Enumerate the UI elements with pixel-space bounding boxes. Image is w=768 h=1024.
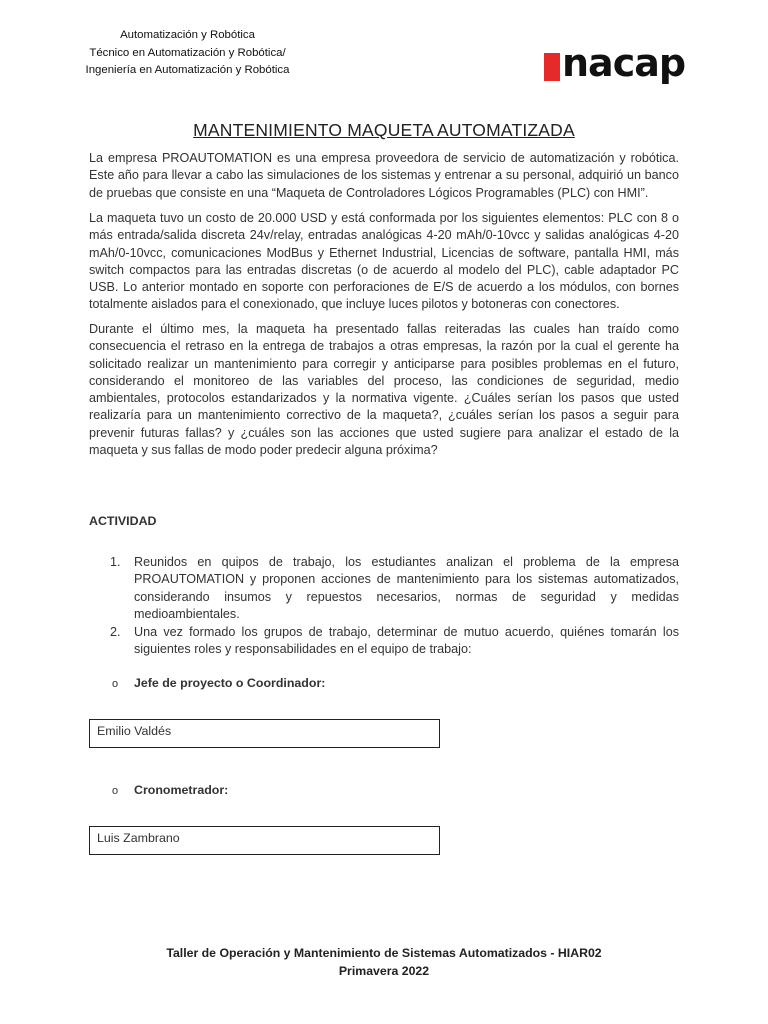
list-text: Reunidos en quipos de trabajo, los estudiantes analizan el problema de la empresa PROAUTOMATION y proponen acciones de mantenimiento para los sistemas automatizados, considerando insumos y repuestos necesarios, normas de seguridad y medidas medioambientales. bbox=[134, 555, 679, 621]
list-item bbox=[110, 624, 679, 659]
role-timekeeper bbox=[112, 783, 228, 797]
paragraph-equipment: La maqueta tuvo un costo de 20.000 USD y está conformada por los siguientes elementos: PLC con 8 o más entrada/salida discreta 24v/relay, entradas analógicas 4-20 mAh/0-10vcc y salidas analógicas 4-20 mAh/0-10vcc, comunicaciones ModBus y Ethernet Industrial, Licencias de software, pantalla HMI, más switch compactos para las entradas discretas (o de acuerdo al modelo del PLC), cable adaptador PC USB. Lo anterior montado en soporte con perforaciones de E/S de acuerdo a los módulos, con bornes totalmente aislados para el conexionado, que incluye luces pilotos y botoneras con conectores. bbox=[89, 211, 679, 312]
inacap-logo bbox=[544, 41, 686, 87]
activity-list bbox=[110, 554, 679, 660]
page-title: MANTENIMIENTO MAQUETA AUTOMATIZADA bbox=[193, 120, 575, 140]
field-value: Luis Zambrano bbox=[97, 831, 180, 845]
role-label: Cronometrador: bbox=[134, 783, 229, 797]
footer-course: Taller de Operación y Mantenimiento de Sistemas Automatizados - HIAR02 bbox=[166, 946, 602, 960]
timekeeper-field[interactable] bbox=[89, 826, 440, 855]
footer-term: Primavera 2022 bbox=[338, 964, 430, 978]
paragraph-intro: La empresa PROAUTOMATION es una empresa proveedora de servicio de automatización y robótica. Este año para llevar a cabo las simulaciones de los sistemas y entrenar a su personal, adquirió un banco de pruebas que consiste en una “Maqueta de Controladores Lógicos Programables (PLC) con HMI”. bbox=[89, 151, 679, 200]
header-line: Automatización y Robótica bbox=[120, 29, 255, 41]
list-number: 2. bbox=[110, 625, 121, 640]
list-number: 1. bbox=[110, 555, 121, 569]
logo-mark-icon bbox=[544, 53, 560, 81]
header-line: Técnico en Automatización y Robótica/ bbox=[89, 46, 286, 59]
logo-wordmark: nacap bbox=[562, 41, 686, 85]
bullet: o bbox=[112, 785, 119, 797]
role-label: Jefe de proyecto o Coordinador: bbox=[134, 676, 326, 690]
institution-header bbox=[60, 27, 315, 80]
role-coordinator bbox=[112, 676, 325, 690]
list-item bbox=[110, 554, 679, 623]
coordinator-field[interactable] bbox=[89, 719, 440, 748]
footer bbox=[0, 944, 768, 980]
list-text: Una vez formado los grupos de trabajo, determinar de mutuo acuerdo, quiénes tomarán los siguientes roles y responsabilidades en el equipo de trabajo: bbox=[134, 625, 679, 657]
activity-heading: ACTIVIDAD bbox=[89, 514, 157, 528]
paragraph-problem: Durante el último mes, la maqueta ha presentado fallas reiteradas las cuales han traído como consecuencia el retraso en la entrega de trabajos a otras empresas, la razón por la cual el gerente ha solicitado realizar un mantenimiento para corregir y anticiparse para posibles problemas en el futuro, considerando el monitoreo de las variables del proceso, las condiciones de seguridad, medio ambientales, protocolos estandarizados y la normativa vigente. ¿Cuáles serían los pasos que usted realizaría para un mantenimiento correctivo de la maqueta?, ¿cuáles serían los pasos a seguir para prevenir futuras fallas? y ¿cuáles son las acciones que usted sugiere para analizar el estado de la maqueta y sus fallas de modo poder predecir alguna próxima? bbox=[89, 322, 679, 458]
field-value: Emilio Valdés bbox=[97, 724, 172, 738]
bullet: o bbox=[112, 678, 119, 690]
header-line: Ingeniería en Automatización y Robótica bbox=[85, 64, 290, 76]
